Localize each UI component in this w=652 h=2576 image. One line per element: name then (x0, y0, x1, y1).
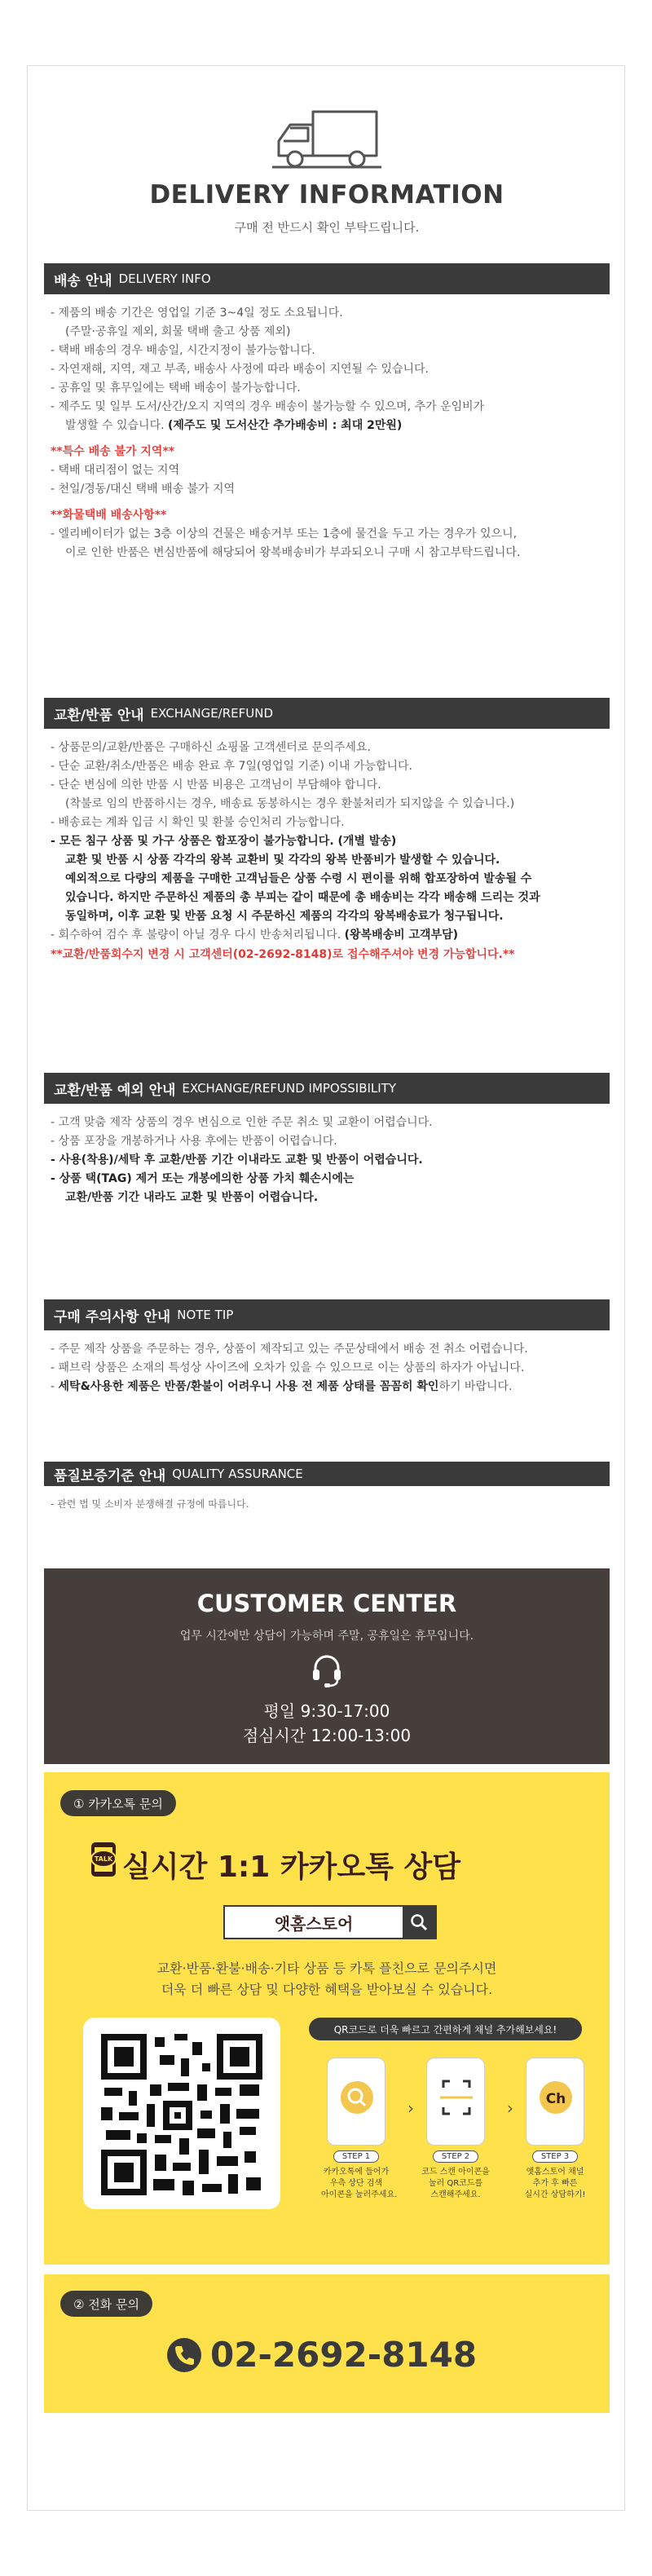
page-subtitle: 구매 전 반드시 확인 부탁드립니다. (234, 220, 420, 235)
exception-title-en: EXCHANGE/REFUND IMPOSSIBILITY (182, 1081, 397, 1096)
quality-text: 관련 법 및 소비자 분쟁해결 규정에 따릅니다. (57, 1498, 249, 1510)
customer-center-desc: 업무 시간에만 상담이 가능하며 주말, 공휴일은 휴무입니다. (179, 1630, 474, 1643)
search-button[interactable] (403, 1907, 435, 1938)
exception-section (44, 1073, 610, 1207)
cargo-line: - 엘리베이터가 없는 3층 이상의 건물은 배송거부 또는 1층에 물건을 두고 가는 경우가 있으니, (51, 525, 605, 544)
step-text: 아이콘을 눌러주세요. (321, 2190, 398, 2199)
exchange-line: - 단순 교환/취소/반품은 배송 완료 후 7일(영업일 기준) 이내 가능합니다. (51, 757, 605, 776)
channel-icon-text: Ch (545, 2091, 566, 2107)
step-text: 눌러 QR코드를 (428, 2179, 483, 2188)
delivery-text: 발생할 수 있습니다. (65, 419, 165, 432)
exchange-red-note: **교환/반품회수지 변경 시 고객센터(02-2692-8148)로 접수해주셔야 변경 가능합니다.** (51, 948, 515, 961)
quality-section (44, 1462, 610, 1512)
delivery-line: (주말·공휴일 제외, 회물 택배 출고 상품 제외) (65, 325, 291, 338)
exchange-line: 있습니다. 하지만 주문하신 제품의 총 부피는 같이 때문에 총 배송비는 각각 배송해 드리는 것과 (65, 891, 540, 904)
special-area-title: **특수 배송 불가 지역** (51, 445, 175, 458)
exchange-text: (왕복배송비 고객부담) (344, 929, 459, 942)
note-line (51, 1378, 605, 1396)
phone-number: 02-2692-8148 (210, 2335, 478, 2375)
qr-code-image[interactable] (101, 2034, 262, 2195)
special-area-line: - 택배 대리점이 없는 지역 (51, 461, 605, 480)
note-line: - 주문 제작 상품을 주문하는 경우, 상품이 제작되고 있는 주문상태에서 배송 전 취소 어렵습니다. (51, 1340, 605, 1359)
step-text: 실시간 상담하기! (524, 2190, 586, 2199)
phone-step1 (327, 2058, 385, 2146)
step-1 (321, 2058, 398, 2201)
exception-line: - 상품 포장을 개봉하거나 사용 후에는 반품이 어렵습니다. (51, 1132, 605, 1151)
step-3 (520, 2058, 590, 2201)
exchange-line: - 상품문의/교환/반품은 구매하신 쇼핑몰 고객센터로 문의주세요. (51, 739, 605, 757)
exchange-line (51, 832, 605, 851)
kakao-talk-icon (86, 1841, 119, 1878)
quality-title: 품질보증기준 안내 (54, 1467, 166, 1484)
headset-icon (311, 1653, 343, 1689)
qr-card (83, 2018, 280, 2209)
step-text: 추가 후 빠른 (532, 2179, 578, 2188)
delivery-title: 배송 안내 (54, 272, 112, 289)
delivery-fee-note: (제주도 및 도서산간 추가배송비 : 최대 2만원) (168, 419, 403, 432)
delivery-line: - 자연재해, 지역, 재고 부족, 배송사 사정에 따라 배송이 지연될 수 있습니다. (51, 360, 605, 379)
exchange-line: - 배송료는 계좌 입금 시 확인 및 환불 승인처리 가능합니다. (51, 814, 605, 832)
customer-hours (44, 1699, 610, 1748)
exception-header (44, 1073, 610, 1104)
quality-header (44, 1462, 610, 1486)
step-3-label: STEP 3 (532, 2150, 578, 2163)
exchange-line: 교환 및 반품 시 상품 각각의 왕복 교환비 및 각각의 왕복 반품비가 발생할 수 있습니다. (65, 854, 500, 867)
kakao-search-box[interactable] (223, 1905, 437, 1939)
special-area-line: - 천일/경동/대신 택배 배송 불가 지역 (51, 480, 605, 499)
step-text: 코드 스캔 아이콘을 (421, 2168, 490, 2177)
search-icon (410, 1913, 428, 1931)
exchange-line: (착불로 임의 반품하시는 경우, 배송료 동봉하시는 경우 환불처리가 되지않을 수 있습니다.) (65, 797, 515, 810)
exchange-header (44, 698, 610, 729)
phone-number-link[interactable] (166, 2335, 477, 2375)
delivery-line: - 공휴일 및 휴무일에는 택배 배송이 불가능합니다. (51, 379, 605, 398)
delivery-title-en: DELIVERY INFO (118, 271, 211, 286)
note-title: 구매 주의사항 안내 (54, 1308, 171, 1325)
kakao-channel-icon (526, 2058, 585, 2146)
cargo-line: 이로 인한 반품은 변심반품에 해당되어 왕복배송비가 부과되오니 구매 시 참고부탁드립니다. (65, 546, 521, 559)
note-line: - 패브릭 상품은 소재의 특성상 사이즈에 오차가 있을 수 있으므로 이는 상품의 하자가 아닙니다. (51, 1359, 605, 1378)
exchange-text: 회수하여 검수 후 불량이 아닐 경우 다시 반송처리됩니다. (58, 929, 341, 942)
weekday-hours: 평일 9:30-17:00 (263, 1701, 390, 1721)
exchange-section (44, 698, 610, 964)
kakao-channel-name: 앳홈스토어 (274, 1913, 354, 1934)
note-header (44, 1299, 610, 1330)
exchange-line: - 단순 변심에 의한 반품 시 반품 비용은 고객님이 부담해야 합니다. (51, 776, 605, 795)
delivery-line: - 제주도 및 일부 도서/산간/오지 지역의 경우 배송이 불가능할 수 있으며, 추가 운임비가 (51, 398, 605, 417)
exchange-line (51, 926, 605, 945)
chevron-right-icon: › (408, 2098, 414, 2118)
step-2-label: STEP 2 (433, 2150, 478, 2163)
phone-icon (166, 2337, 202, 2373)
exception-title: 교환/반품 예외 안내 (54, 1082, 176, 1099)
scan-icon (427, 2058, 486, 2146)
phone-step2 (426, 2058, 485, 2146)
step-1-label: STEP 1 (333, 2150, 379, 2163)
kakao-section (44, 1772, 610, 2265)
step-text: 스캔해주세요. (430, 2190, 481, 2199)
kakao-desc (44, 1958, 610, 2000)
cargo-title: **화물택배 배송사항** (51, 509, 167, 522)
step-text: 앳홈스토어 채널 (526, 2168, 584, 2177)
delivery-line: - 제품의 배송 기간은 영업일 기준 3~4일 정도 소요됩니다. (51, 304, 605, 323)
exchange-line: 동일하며, 이후 교환 및 반품 요청 시 주문하신 제품의 각각의 왕복배송료가 청구됩니다. (65, 910, 504, 923)
step-text: 우측 상단 검색 (329, 2179, 383, 2188)
customer-center (44, 1568, 610, 1764)
step-2 (421, 2058, 491, 2201)
step-text: 카카오톡에 들어가 (323, 2168, 390, 2177)
delivery-info-page (27, 65, 625, 2511)
exchange-title-en: EXCHANGE/REFUND (150, 706, 274, 721)
exchange-title: 교환/반품 안내 (54, 707, 144, 724)
kakao-title: 실시간 1:1 카카오톡 상담 (122, 1850, 461, 1884)
truck-icon (272, 107, 381, 174)
qr-tip-bubble: QR코드로 더욱 빠르고 간편하게 채널 추가해보세요! (309, 2018, 582, 2040)
exception-line: 교환/반품 기간 내라도 교환 및 반품이 어렵습니다. (65, 1191, 319, 1204)
delivery-header (44, 263, 610, 294)
note-section (44, 1299, 610, 1396)
delivery-section (44, 263, 610, 562)
kakao-desc-line: 더욱 더 빠른 상담 및 다양한 혜택을 받아보실 수 있습니다. (161, 1982, 493, 1997)
phone-badge: ② 전화 문의 (60, 2291, 152, 2317)
exception-line: - 고객 맞춤 제작 상품의 경우 변심으로 인한 주문 취소 및 교환이 어렵습니다. (51, 1114, 605, 1132)
quality-line: - 관련 법 및 소비자 분쟁해결 규정에 따릅니다. (51, 1498, 249, 1510)
delivery-line (51, 417, 605, 435)
exception-line: - 상품 택(TAG) 제거 또는 개봉에의한 상품 가치 훼손시에는 (51, 1170, 605, 1189)
exchange-text: 모든 침구 상품 및 가구 상품은 합포장이 불가능합니다. (59, 835, 334, 848)
kakao-talk-logo-text: TALK (94, 1855, 113, 1863)
kakao-badge: ① 카카오톡 문의 (60, 1790, 176, 1816)
phone-section (44, 2274, 610, 2413)
note-text: 하기 바랍니다. (438, 1380, 513, 1393)
note-title-en: NOTE TIP (177, 1308, 234, 1322)
search-icon (328, 2058, 386, 2146)
exchange-text: (개별 발송) (337, 835, 397, 848)
phone-step3 (526, 2058, 584, 2146)
quality-title-en: QUALITY ASSURANCE (172, 1467, 303, 1481)
lunch-hours: 점심시간 12:00-13:00 (242, 1726, 412, 1745)
page-title: DELIVERY INFORMATION (149, 180, 504, 210)
customer-center-title: CUSTOMER CENTER (196, 1590, 457, 1617)
chevron-right-icon: › (507, 2098, 513, 2118)
exception-line: - 사용(착용)/세탁 후 교환/반품 기간 이내라도 교환 및 반품이 어렵습니다. (51, 1151, 605, 1170)
delivery-line: - 택배 배송의 경우 배송일, 시간지정이 불가능합니다. (51, 342, 605, 360)
note-text: 세탁&사용한 제품은 반품/환불이 어려우니 사용 전 제품 상태를 꼼꼼히 확인 (58, 1380, 439, 1393)
kakao-desc-line: 교환·반품·환불·배송·기타 상품 등 카톡 플친으로 문의주시면 (156, 1961, 497, 1976)
exchange-line: 예외적으로 다량의 제품을 구매한 고객님들은 상품 수령 시 편이를 위해 합포장하여 발송될 수 (65, 872, 532, 885)
